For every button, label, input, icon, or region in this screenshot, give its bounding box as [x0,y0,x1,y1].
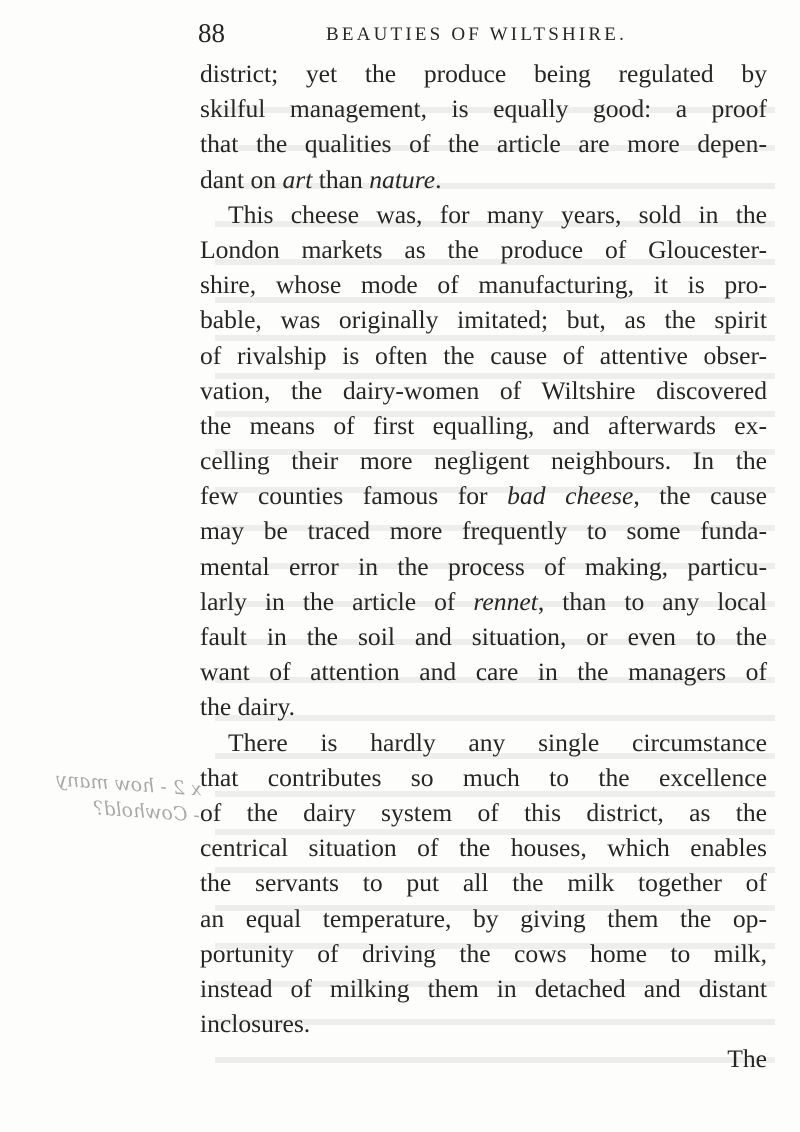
text-line: the dairy. [200,692,295,722]
italic-word: nature [369,164,436,194]
text-line: the servants to put all the milk together of [200,868,767,898]
page-header [198,18,768,52]
running-head: BEAUTIES OF WILTSHIRE. [326,24,628,45]
text-line: may be traced more frequently to some funda- [200,516,767,546]
text-line: vation, the dairy-women of Wiltshire discovered [200,375,767,405]
text-line: of the dairy system of this district, as the [200,797,767,827]
text-line: mental error in the process of making, particu- [200,551,767,581]
italic-word: rennet [473,586,538,616]
text-line: of rivalship is often the cause of attentive obser- [200,340,767,370]
text-line: the means of first equalling, and afterwards ex- [200,410,767,440]
text-line: district; yet the produce being regulated by [200,59,767,88]
text-line: an equal temperature, by giving them the op- [200,903,767,933]
text-line: bable, was originally imitated; but, as the spirit [200,305,767,335]
text-line: that contributes so much to the excellence [200,762,767,792]
text-line: that the qualities of the article are more depen- [200,129,767,159]
page-number: 88 [198,18,225,48]
text-line: shire, whose mode of manufacturing, it is pro- [200,270,767,300]
text-line: fault in the soil and situation, or even to the [200,622,767,651]
text-line: celling their more negligent neighbours. In the [200,446,767,476]
text-line: dant on art than nature. [200,164,442,194]
text-line: instead of milking them in detached and distant [200,973,767,1003]
text-line: inclosures. [200,1009,311,1039]
text-line: larly in the article of rennet, than to any local [200,586,767,616]
margin-note-line: x 2 - how many [55,768,203,801]
handwritten-margin-note [7,763,202,856]
text-line: London markets as the produce of Gloucester- [200,234,767,264]
text-line: few counties famous for bad cheese, the cause [200,481,767,511]
italic-word: art [282,164,313,194]
italic-word: bad cheese [507,481,634,511]
body-text [200,56,767,1076]
margin-note-line: - Cowhold? [92,797,201,827]
text-line: want of attention and care in the managers of [200,657,767,687]
text-line: portunity of driving the cows home to milk, [200,938,767,968]
text-line: There is hardly any single circumstance [228,727,767,757]
text-line: skilful management, is equally good: a proof [200,94,767,124]
text-line: centrical situation of the houses, which enables [200,833,767,863]
catchword: The [727,1044,767,1074]
text-line: This cheese was, for many years, sold in the [228,199,767,229]
